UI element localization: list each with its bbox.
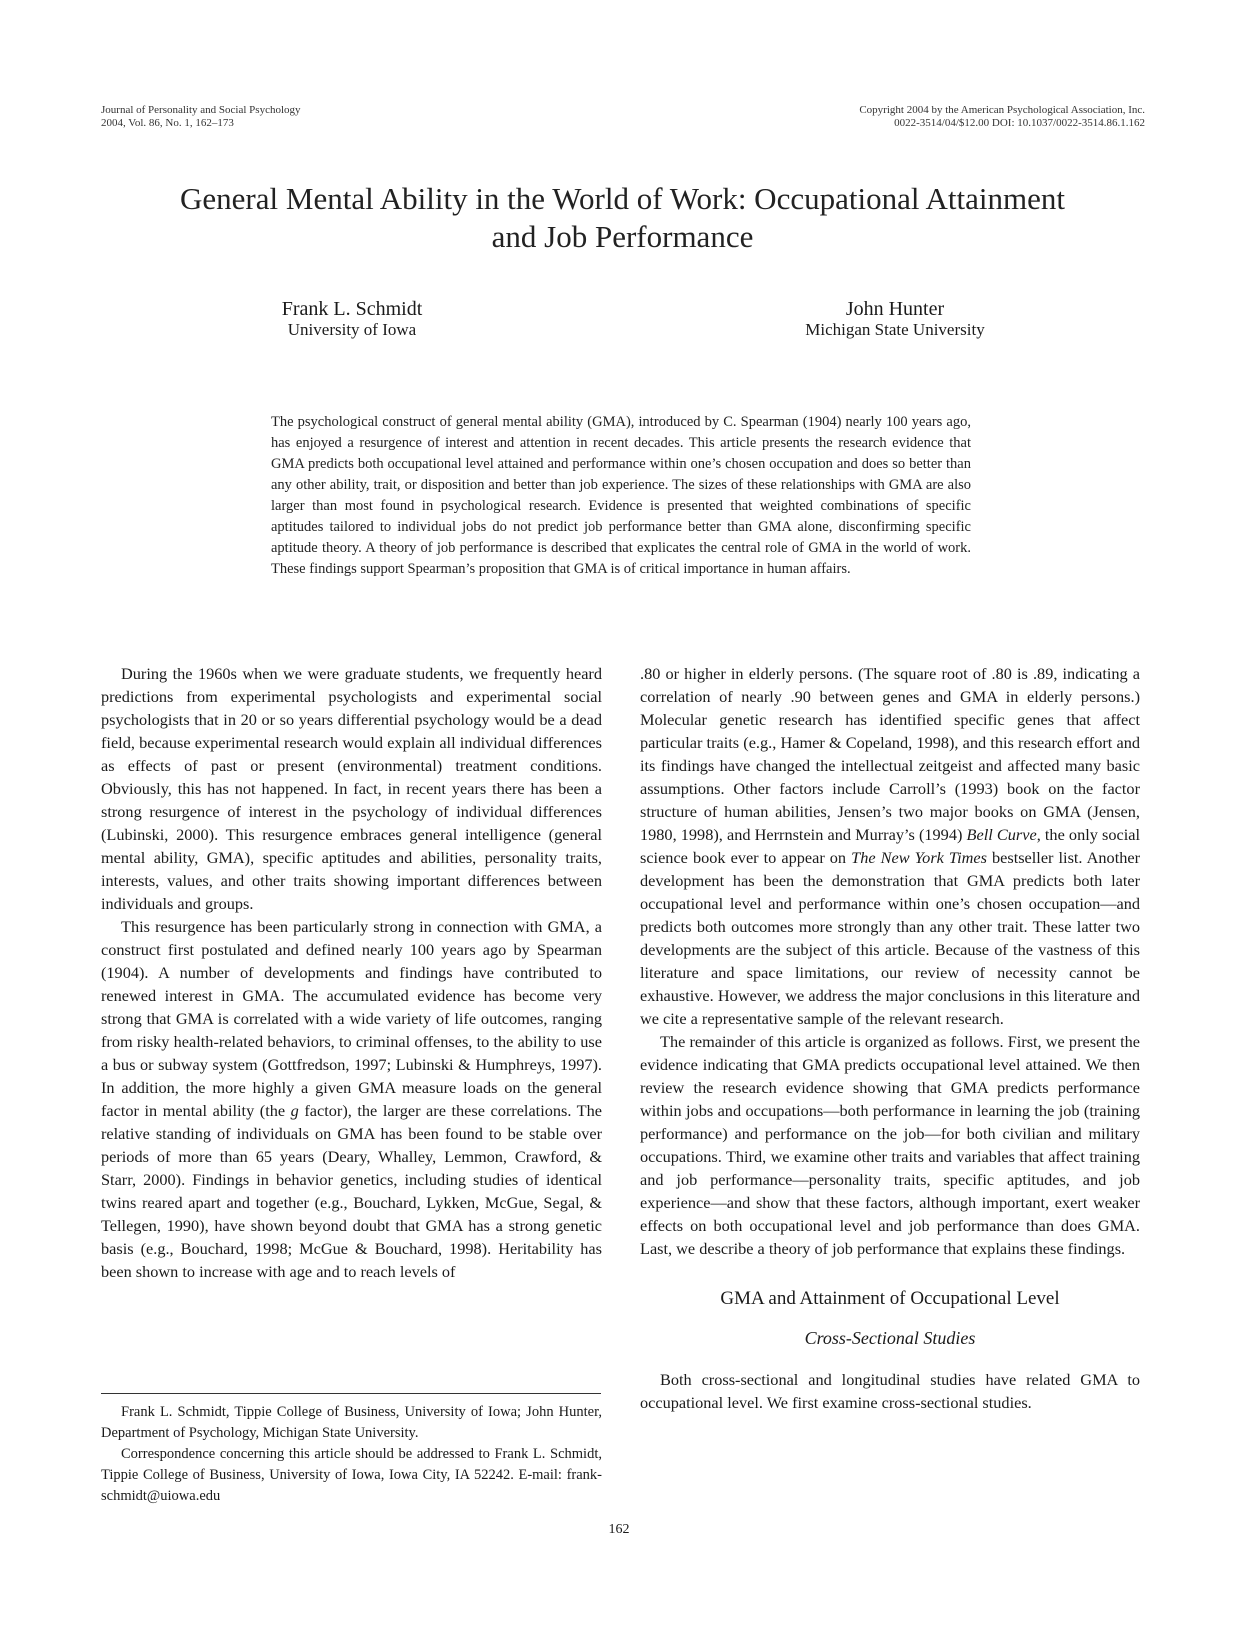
body-column-right: [640, 662, 1140, 1414]
text-span: factor), the larger are these correlations. The relative standing of individuals on GMA has been found to be stable over periods of more than 65 years (Deary, Whalley, Lemmon, Crawford, & Starr, 2000). Findings in behavior genetics, including studies of identical twins reared apart and together (e.g., Bouchard, Lykken, McGue, Segal, & Tellegen, 1990), have shown beyond doubt that GMA has a strong genetic basis (e.g., Bouchard, 1998; McGue & Bouchard, 1998). Heritability has been shown to increase with age and to reach levels of: [101, 1101, 602, 1281]
title-line-1: General Mental Ability in the World of Work: Occupational Attainment: [180, 181, 1065, 216]
doi-line: 0022-3514/04/$12.00 DOI: 10.1037/0022-3514.86.1.162: [894, 117, 1145, 129]
text-span: This resurgence has been particularly strong in connection with GMA, a construct first postulated and defined nearly 100 years ago by Spearman (1904). A number of developments and findings have contributed to renewed interest in GMA. The accumulated evidence has become very strong that GMA is correlated with a wide variety of life outcomes, ranging from risky health-related behaviors, to criminal offenses, to the ability to use a bus or subway system (Gottfredson, 1997; Lubinski & Humphreys, 1997). In addition, the more highly a given GMA measure loads on the general factor in mental ability (the: [101, 917, 602, 1120]
section-heading: GMA and Attainment of Occupational Level: [720, 1288, 1060, 1309]
author-affiliation: Michigan State University: [805, 320, 985, 339]
italic-term: g: [290, 1101, 299, 1120]
author-note: [101, 1402, 602, 1507]
footnote-divider: [101, 1393, 601, 1394]
copyright-line: Copyright 2004 by the American Psychological Association, Inc.: [859, 104, 1145, 116]
text-span: .80 or higher in elderly persons. (The square root of .80 is .89, indicating a correlation of nearly .90 between genes and GMA in elderly persons.) Molecular genetic research has identified specific genes that affect particular traits (e.g., Hamer & Copeland, 1998), and this research effort and its findings have changed the intellectual zeitgeist and affected many basic assumptions. Other factors include Carroll’s (1993) book on the factor structure of human abilities, Jensen’s two major books on GMA (Jensen, 1980, 1998), and Herrnstein and Murray’s (1994): [640, 664, 1140, 844]
footnote-paragraph: Correspondence concerning this article should be addressed to Frank L. Schmidt, Tippie College of Business, University of Iowa, Iowa City, IA 52242. E-mail: frank-schmidt@uiowa.edu: [101, 1446, 602, 1504]
page-number: 162: [608, 1522, 630, 1537]
journal-volume: 2004, Vol. 86, No. 1, 162–173: [101, 117, 234, 129]
author-block: [780, 298, 1010, 340]
italic-title: The New York Times: [851, 848, 987, 867]
body-paragraph: The remainder of this article is organized as follows. First, we present the evidence indicating that GMA predicts occupational level attained. We then review the research evidence showing that GMA predicts performance within jobs and occupations—both performance in learning the job (training performance) and performance on the job—for both civilian and military occupations. Third, we examine other traits and variables that affect training and job performance—personality traits, specific aptitudes, and job experience—and show that these factors, although important, exert weaker effects on both occupational level and job performance than does GMA. Last, we describe a theory of job performance that explains these findings.: [640, 1032, 1140, 1258]
author-block: [262, 298, 442, 340]
body-paragraph: [640, 662, 1140, 1030]
body-paragraph: [101, 915, 602, 1283]
body-paragraph: During the 1960s when we were graduate students, we frequently heard predictions from experimental psychologists and experimental social psychologists that in 20 or so years differential psychology would be a dead field, because experimental research would explain all individual differences as effects of past or present (environmental) treatment conditions. Obviously, this has not happened. In fact, in recent years there has been a strong resurgence of interest in the psychology of individual differences (Lubinski, 2000). This resurgence embraces general intelligence (general mental ability, GMA), specific aptitudes and abilities, personality traits, interests, values, and other traits showing important differences between individuals and groups.: [101, 664, 602, 913]
body-column-left: [101, 662, 602, 1283]
abstract: The psychological construct of general mental ability (GMA), introduced by C. Spearman (1904) nearly 100 years ago, has enjoyed a resurgence of interest and attention in recent decades. This article presents the research evidence that GMA predicts both occupational level attained and performance within one’s chosen occupation and does so better than any other ability, trait, or disposition and better than job experience. The sizes of these relationships with GMA are also larger than most found in psychological research. Evidence is presented that weighted combinations of specific aptitudes tailored to individual jobs do not predict job performance better than GMA alone, disconfirming specific aptitude theory. A theory of job performance is described that explicates the central role of GMA in the world of work. These findings support Spearman’s proposition that GMA is of critical importance in human affairs.: [271, 414, 971, 577]
subsection-heading: Cross-Sectional Studies: [804, 1328, 976, 1348]
italic-title: Bell Curve: [966, 825, 1037, 844]
copyright-header: [859, 104, 1145, 130]
footnote-paragraph: Frank L. Schmidt, Tippie College of Business, University of Iowa; John Hunter, Department of Psychology, Michigan State University.: [101, 1404, 602, 1441]
author-name: John Hunter: [845, 298, 945, 320]
journal-header: [101, 104, 301, 130]
article-title: [60, 180, 1185, 256]
text-span: , the only social science book ever to appear on: [640, 825, 1141, 867]
author-name: Frank L. Schmidt: [281, 298, 423, 320]
body-paragraph: Both cross-sectional and longitudinal studies have related GMA to occupational level. We first examine cross-sectional studies.: [640, 1370, 1140, 1412]
text-span: bestseller list. Another development has been the demonstration that GMA predicts both later occupational level and performance within one’s chosen occupation—and predicts both outcomes more strongly than any other trait. These latter two developments are the subject of this article. Because of the vastness of this literature and space limitations, our review of necessity cannot be exhaustive. However, we address the major conclusions in this literature and we cite a representative sample of the relevant research.: [640, 848, 1141, 1028]
author-affiliation: University of Iowa: [287, 320, 417, 339]
title-line-2: and Job Performance: [491, 219, 754, 254]
journal-name: Journal of Personality and Social Psychology: [101, 104, 301, 116]
